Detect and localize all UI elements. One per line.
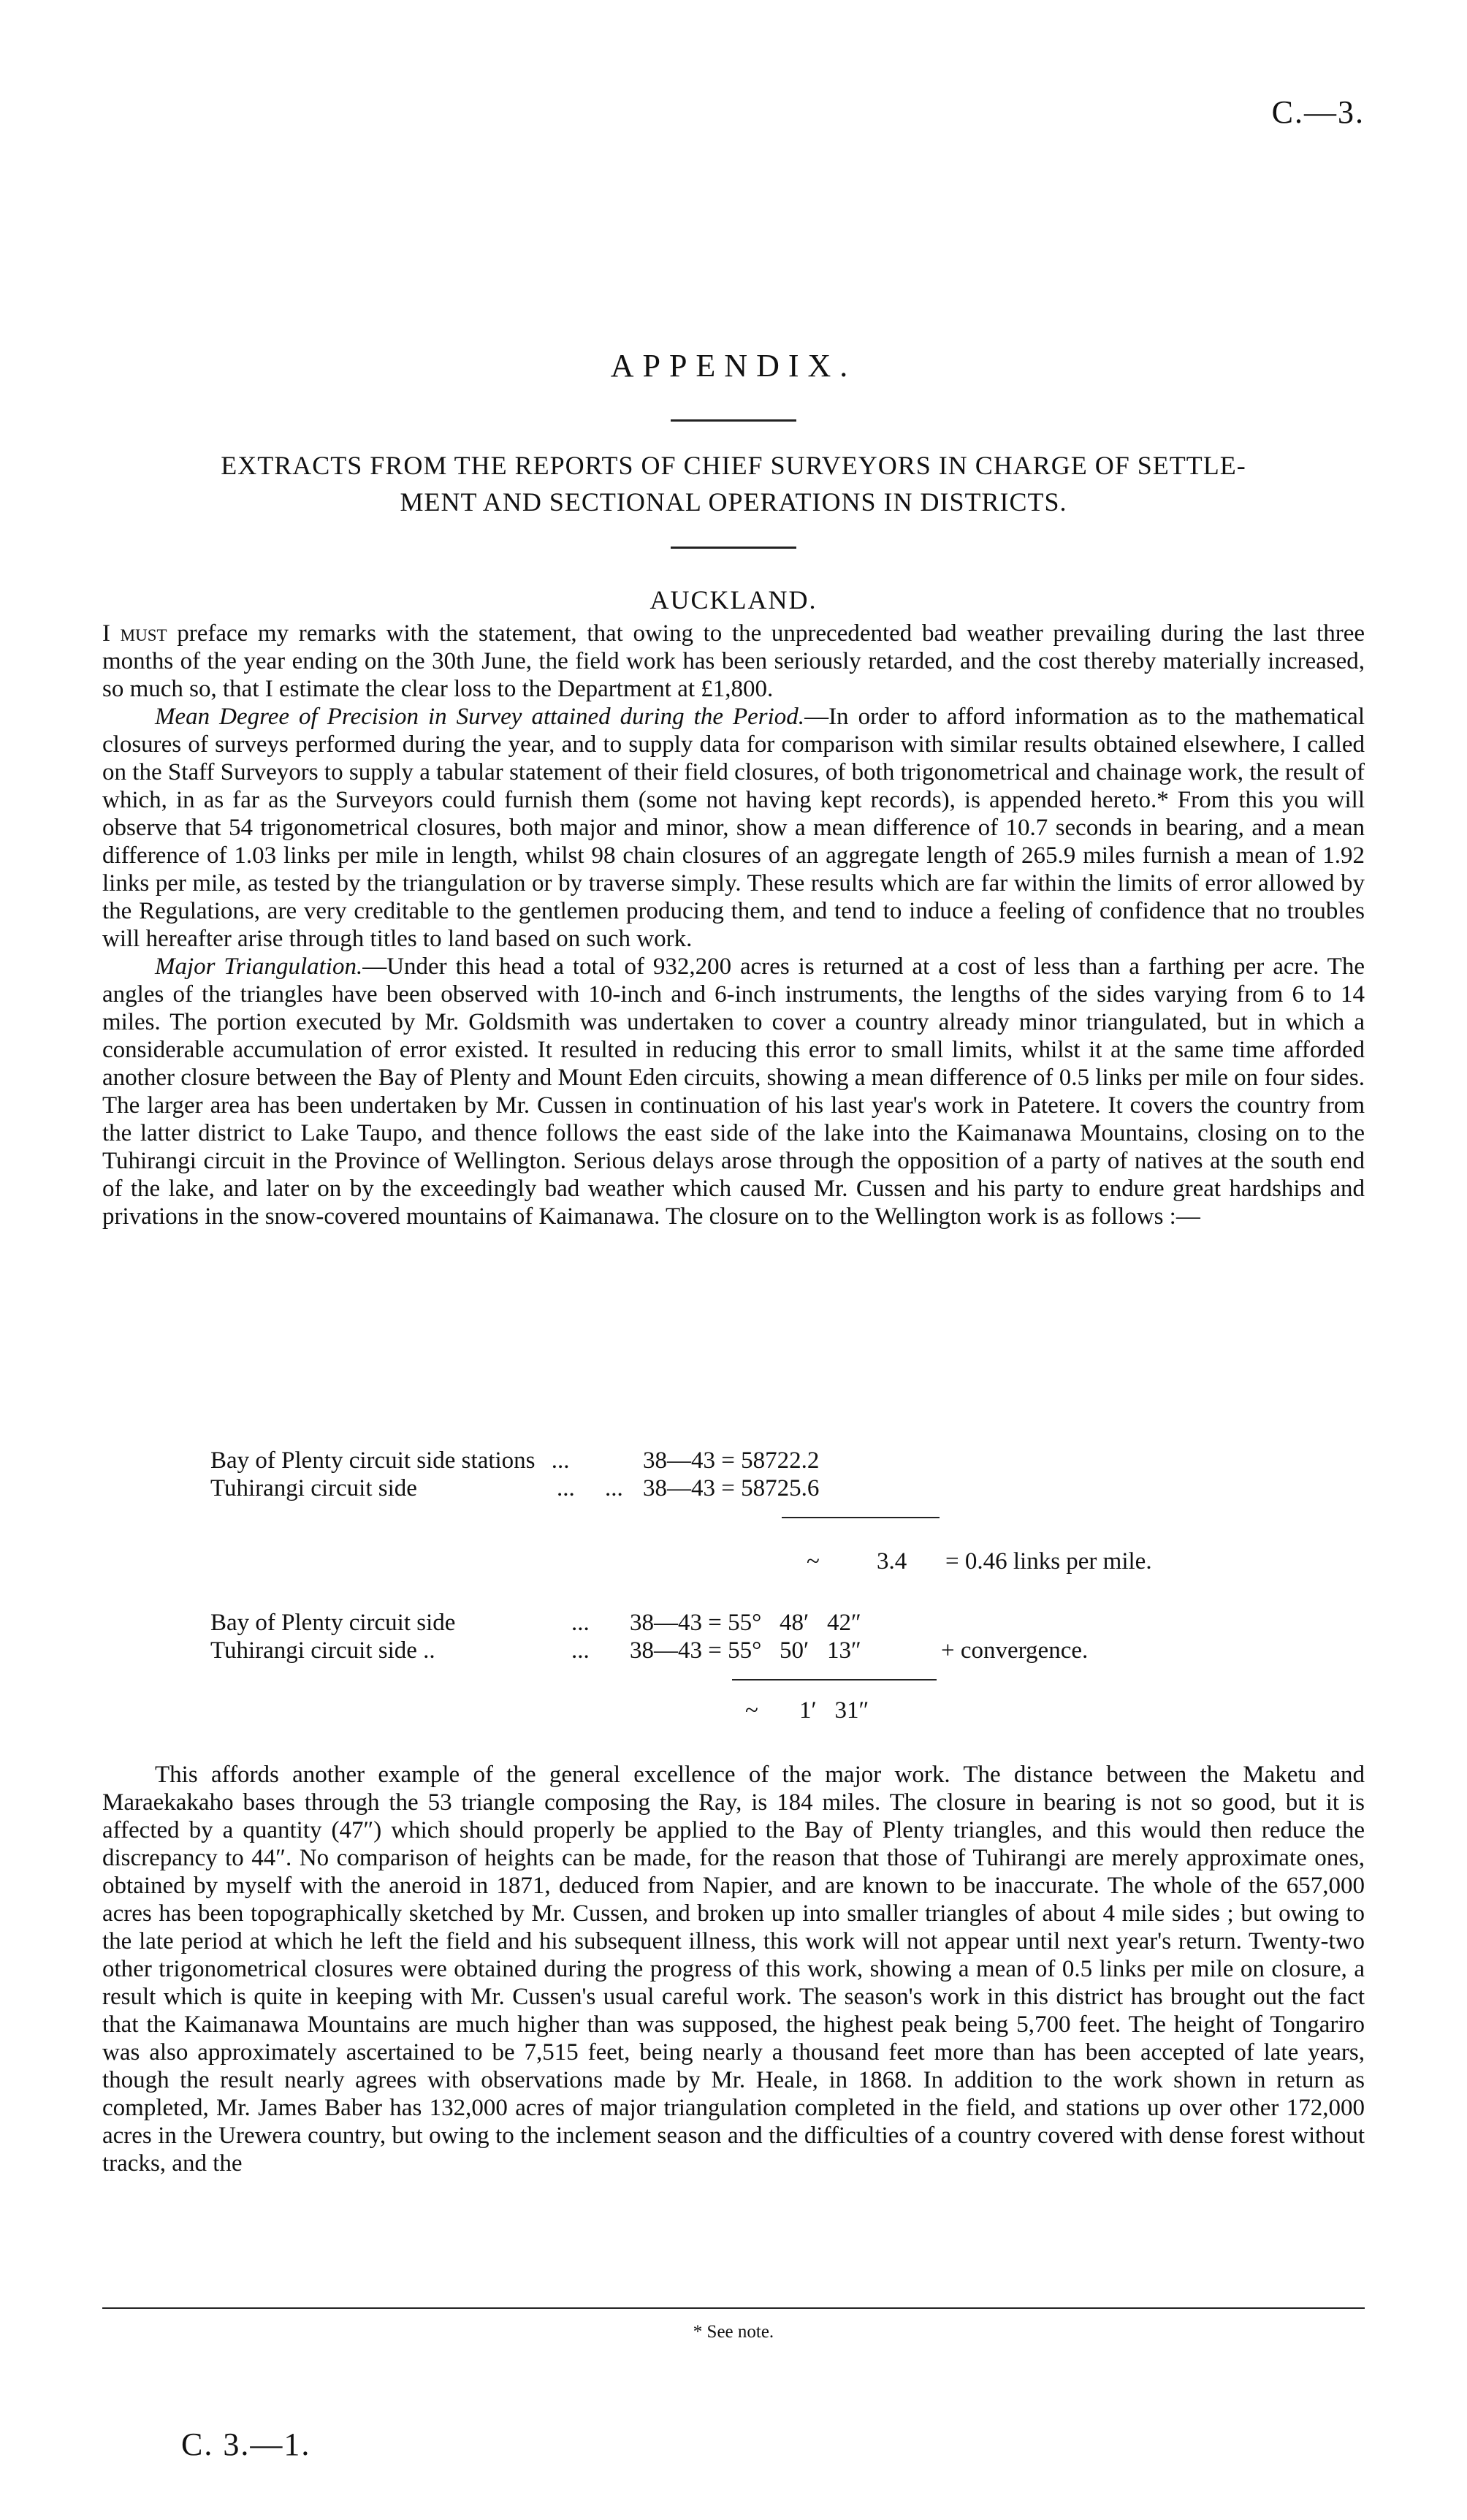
lead-word: I must [102,620,167,647]
paragraph-triangulation-text: —Under this head a total of 932,200 acres is returned at a cost of less than a farthing per acre. The angles of the triangles have been observed with 10-inch and 6-inch instruments, the lengths of the sides varying from 6 to 14 miles. The portion executed by Mr. Goldsmith was undertaken to cover a country already minor triangulated, but in which a considerable accumulation of error existed. It resulted in reducing this error to small limits, whilst it at the same time afforded another closure between the Bay of Plenty and Mount Eden circuits, showing a mean difference of 0.5 links per mile on four sides. The larger area has been undertaken by Mr. Cussen in continuation of his last year's work in Patetere. It covers the country from the latter district to Lake Taupo, and thence follows the east side of the lake into the Kaimanawa Mountains, closing on to the Tuhirangi circuit in the Province of Wellington. Serious delays arose through the opposition of a party of natives at the south end of the lake, and later on by the exceedingly bad weather which caused Mr. Cussen and his party to endure great hardships and privations in the snow-covered mountains of Kaimanawa. The closure on to the Wellington work is as follows :— [102,953,1365,1230]
page-number: C. 3.—1. [181,2426,311,2462]
calc-diff-symbol: ~ [807,1548,820,1575]
calc-row-2-value: 38—43 = 58725.6 [643,1475,820,1501]
calc-diff2-value: 1′ 31″ [799,1697,869,1724]
calc-row-4-extra: + convergence. [941,1637,1089,1664]
calc-diff2-symbol: ~ [745,1697,758,1724]
calc-diff-result: = 0.46 links per mile. [945,1548,1152,1575]
calc-row-4-dots: ... [571,1637,590,1664]
paragraph-precision-heading: Mean Degree of Precision in Survey attained during the Period. [155,704,805,730]
page-title: APPENDIX. [610,348,857,384]
calc-row-1-label: Bay of Plenty circuit side stations [210,1447,536,1474]
calc-row-4-label: Tuhirangi circuit side .. [210,1637,435,1664]
calc-row-1-value: 38—43 = 58722.2 [643,1447,820,1474]
calc-rule-2 [732,1679,937,1680]
calc-row-1 [210,1447,570,1474]
footnote: * See note. [693,2322,774,2342]
calc-row-3-dots: ... [571,1610,590,1636]
calc-rule-1 [782,1517,940,1518]
calc-diff-value: 3.4 [877,1548,907,1575]
paragraph-closure-discussion: This affords another example of the general excellence of the major work. The distance between the Maketu and Maraekakaho bases through the 53 triangle composing the Ray, is 184 miles. The closure in bearing is not so good, but it is affected by a quantity (47″) which should properly be applied to the Bay of Plenty triangles, and this would then reduce the discrepancy to 44″. No comparison of heights can be made, for the reason that those of Tuhirangi are merely approximate ones, obtained by myself with the aneroid in 1871, deduced from Napier, and are known to be inaccurate. The whole of the 657,000 acres has been topographically sketched by Mr. Cussen, and broken up into smaller triangles of about 4 mile sides ; but owing to the late period at which he left the field and his subsequent illness, this work will not appear until next year's return. Twenty-two other trigonometrical closures were obtained during the progress of this work, showing a mean of 0.5 links per mile on closure, a result which is quite in keeping with Mr. Cussen's usual careful work. The season's work in this district has brought out the fact that the Kaimanawa Mountains are much higher than was supposed, the highest peak being 5,700 feet. The height of Tongariro was also approximately ascertained to be 7,515 feet, being nearly a thousand feet more than has been accepted of late years, though the result nearly agrees with observations made by Mr. Heale, in 1868. In addition to the work shown in return as completed, Mr. James Baber has 132,000 acres of major triangulation completed in the field, and stations up over other 172,000 acres in the Urewera country, but owing to the inclement season and the difficulties of a country covered with dense forest without tracks, and the [102,1762,1365,2177]
footnote-divider [102,2307,1365,2309]
calc-row-2-dots: ... ... [557,1475,623,1501]
body-text-lower [102,1761,1365,2177]
calc-row-2-label: Tuhirangi circuit side [210,1475,417,1501]
calc-row-1-dots: ... [551,1447,570,1474]
calc-row-3-label: Bay of Plenty circuit side [210,1610,456,1636]
document-reference: C.—3. [1271,94,1365,130]
paragraph-intro-text: preface my remarks with the statement, that owing to the unprecedented bad weather prevailing during the last three months of the year ending on the 30th June, the field work has been seriously retarded, and the cost thereby materially increased, so much so, that I estimate the clear loss to the Department at £1,800. [102,620,1365,702]
calc-row-3-value: 38—43 = 55° 48′ 42″ [630,1610,861,1636]
paragraph-precision-text: —In order to afford information as to the mathematical closures of surveys performed during the year, and to supply data for comparison with similar results obtained elsewhere, I called on the Staff Surveyors to supply a tabular statement of their field closures, of both trigonometrical and chainage work, the result of which, in as far as the Surveyors could furnish them (some not having kept records), is appended hereto.* From this you will observe that 54 trigonometrical closures, both major and minor, show a mean difference of 10.7 seconds in bearing, and a mean difference of 1.03 links per mile in length, whilst 98 chain closures of an aggregate length of 265.9 miles furnish a mean of 1.92 links per mile, as tested by the triangulation or by traverse simply. These results which are far within the limits of error allowed by the Regulations, are very creditable to the gentlemen producing them, and tend to induce a feeling of confidence that no troubles will hereafter arise through titles to land based on such work. [102,704,1365,952]
subtitle-line-2: MENT AND SECTIONAL OPERATIONS IN DISTRICTS. [400,487,1067,517]
paragraph-triangulation-heading: Major Triangulation. [155,953,363,980]
section-heading: AUCKLAND. [649,585,818,614]
subtitle-line-1: EXTRACTS FROM THE REPORTS OF CHIEF SURVEYORS IN CHARGE OF SETTLE- [221,451,1246,480]
calc-row-4-value: 38—43 = 55° 50′ 13″ [630,1637,861,1664]
